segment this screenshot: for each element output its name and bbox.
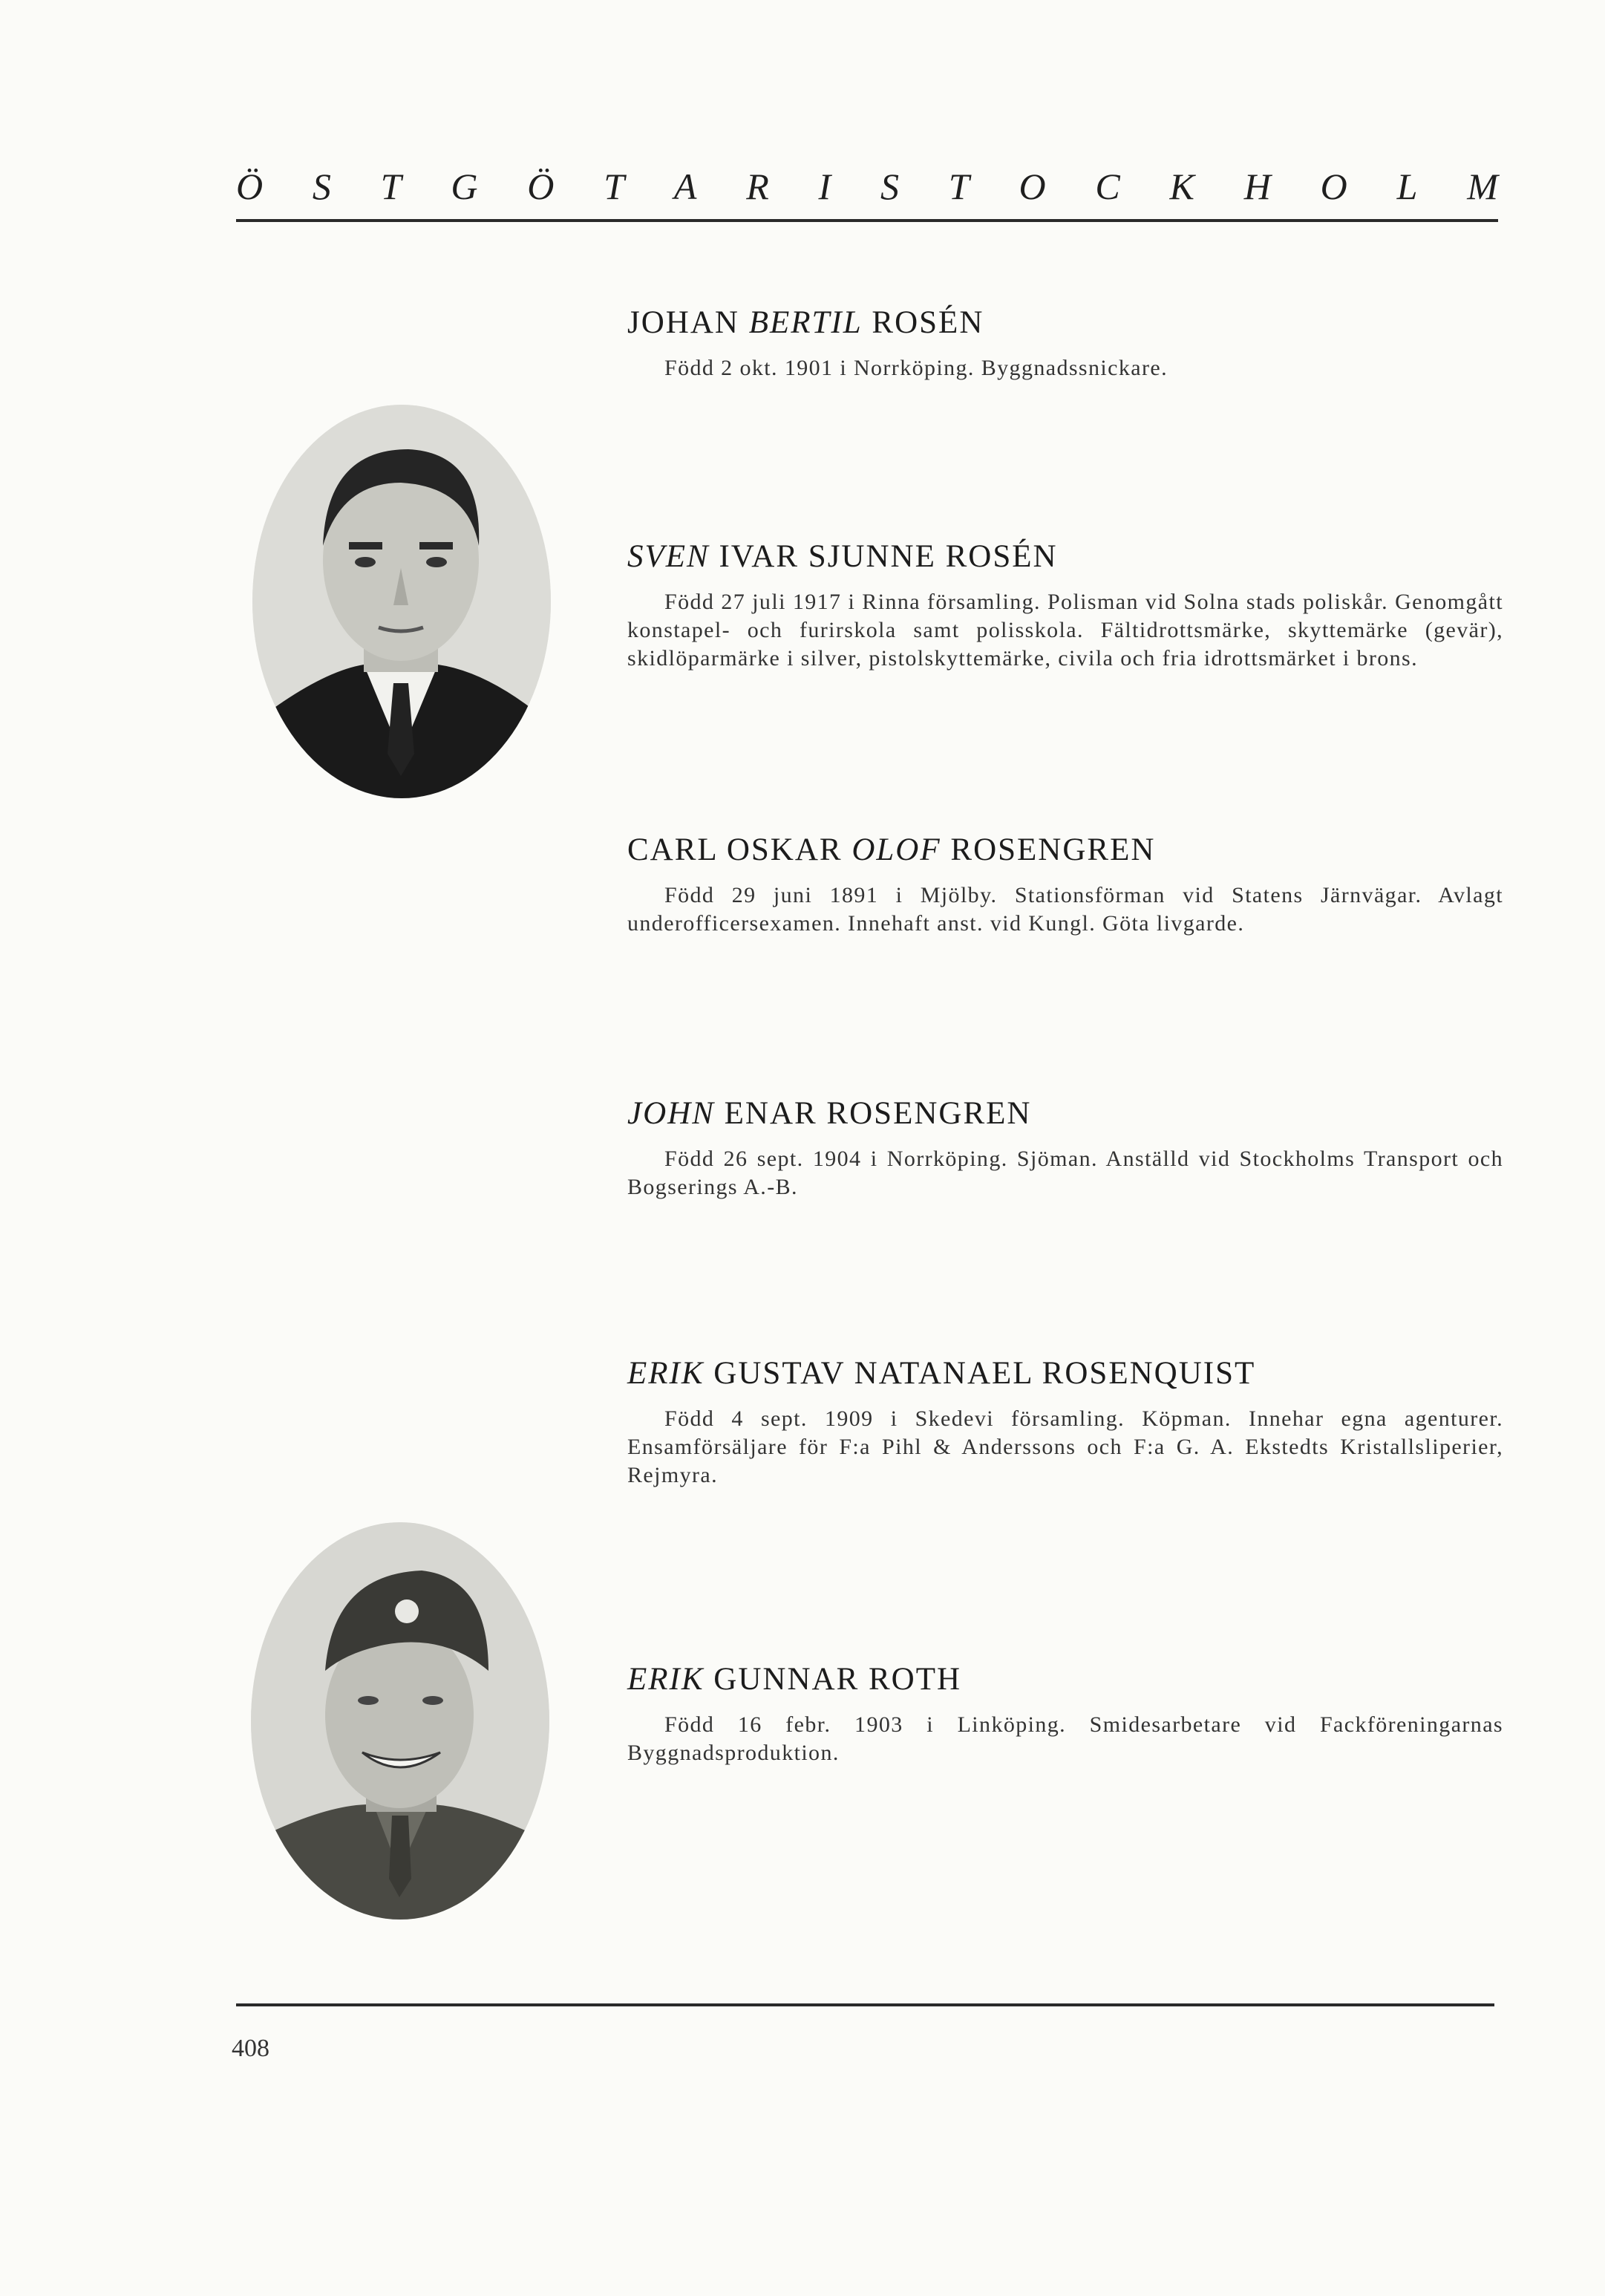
person-bio: Född 29 juni 1891 i Mjölby. Stationsförman vid Statens Järnvägar. Avlagt underofficersexamen. Innehaft anst. vid Kungl. Göta livgarde. <box>627 883 1503 936</box>
biography-entry <box>627 1661 1503 1767</box>
name-part-called: ERIK <box>627 1356 705 1391</box>
header-letter: T <box>604 166 625 207</box>
name-part: CARL OSKAR <box>627 832 852 867</box>
header-letter: G <box>451 166 478 207</box>
person-name <box>627 1095 1503 1132</box>
page-number: 408 <box>232 2035 269 2062</box>
header-letter: H <box>1243 166 1271 207</box>
person-name <box>627 832 1503 868</box>
person-name <box>627 538 1503 575</box>
name-part: JOHAN <box>627 305 749 340</box>
running-header <box>236 165 1498 208</box>
name-part-called: JOHN <box>627 1096 715 1131</box>
portrait-image <box>252 405 551 798</box>
header-letter: Ö <box>527 166 555 207</box>
person-bio: Född 26 sept. 1904 i Norrköping. Sjöman. Anställd vid Stockholms Transport och Bogserings A.-B. <box>627 1147 1503 1199</box>
name-part: IVAR SJUNNE ROSÉN <box>709 539 1058 574</box>
person-bio: Född 16 febr. 1903 i Linköping. Smidesarbetare vid Fackföreningarnas Byggnadsproduktion. <box>627 1712 1503 1765</box>
person-name <box>627 304 1503 341</box>
name-part: ROSENGREN <box>941 832 1156 867</box>
name-part-called: OLOF <box>851 832 941 867</box>
biography-entry <box>627 1095 1503 1201</box>
biography-entry <box>627 832 1503 938</box>
footer-rule <box>236 2003 1494 2006</box>
person-name <box>627 1355 1503 1392</box>
name-part: ENAR ROSENGREN <box>714 1096 1032 1131</box>
header-letter: Ö <box>236 166 264 207</box>
header-letter: C <box>1095 166 1120 207</box>
header-letter: T <box>948 166 970 207</box>
person-name <box>627 1661 1503 1697</box>
name-part: ROSÉN <box>862 305 984 340</box>
header-letter: L <box>1396 166 1418 207</box>
name-part-called: SVEN <box>627 539 710 574</box>
header-letter: A <box>673 166 697 207</box>
header-letter: T <box>380 166 402 207</box>
portrait-photo-erik-roth <box>251 1522 549 1920</box>
person-bio: Född 27 juli 1917 i Rinna församling. Polisman vid Solna stads poliskår. Genomgått konstapel- och furirskola samt polisskola. Fältidrottsmärke, skyttemärke (gevär), skidlöparmärke i silver, pistolskyttemärke, civila och fria idrottsmärket i brons. <box>627 590 1503 671</box>
header-letter: S <box>312 166 331 207</box>
header-letter: O <box>1320 166 1347 207</box>
biography-entry <box>627 538 1503 673</box>
header-letter: R <box>746 166 769 207</box>
name-part: GUNNAR ROTH <box>704 1662 962 1697</box>
header-letter: I <box>818 166 831 207</box>
biography-entry <box>627 304 1503 382</box>
name-part: GUSTAV NATANAEL ROSENQUIST <box>704 1356 1256 1391</box>
header-letter: M <box>1467 166 1498 207</box>
person-bio: Född 4 sept. 1909 i Skedevi församling. Köpman. Innehar egna agenturer. Ensamförsäljare för F:a Pihl & Anderssons och F:a G. A. Ekstedts Kristallsliperier, Rejmyra. <box>627 1406 1503 1487</box>
name-part-called: ERIK <box>627 1662 705 1697</box>
header-letter: O <box>1019 166 1046 207</box>
header-rule <box>236 219 1498 222</box>
person-bio: Född 2 okt. 1901 i Norrköping. Byggnadssnickare. <box>664 356 1168 380</box>
portrait-image <box>251 1522 549 1920</box>
header-letter: K <box>1169 166 1194 207</box>
biography-entry <box>627 1355 1503 1490</box>
portrait-photo-sven-rosen <box>252 405 551 798</box>
header-letter: S <box>880 166 900 207</box>
name-part-called: BERTIL <box>748 305 863 340</box>
